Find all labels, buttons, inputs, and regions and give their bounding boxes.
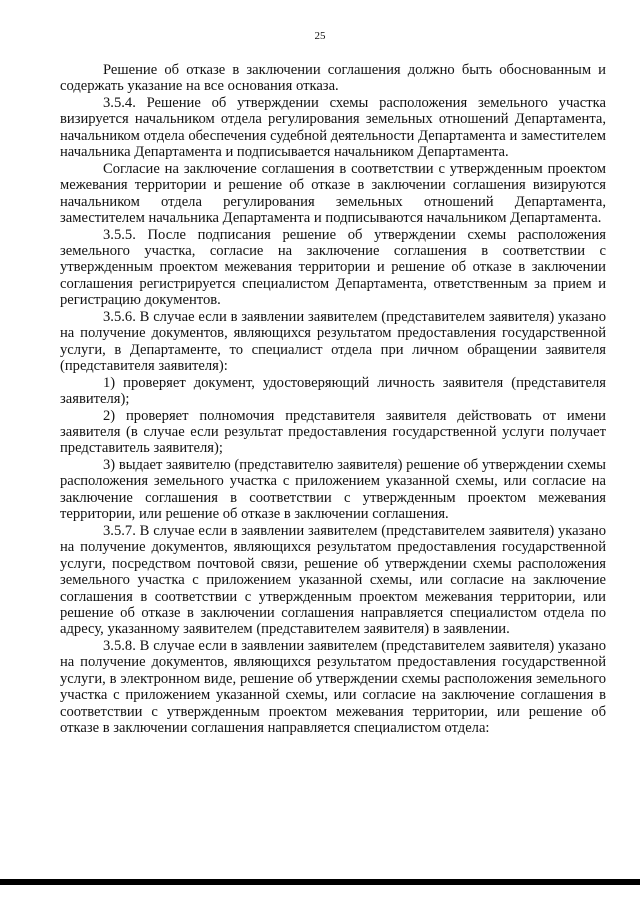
list-item-1: 1) проверяет документ, удостоверяющий личность заявителя (представителя заявителя); [60,374,606,408]
paragraph-3-5-8: 3.5.8. В случае если в заявлении заявителем (представителем заявителя) указано на получение документов, являющихся результатом предоставления государственной услуги, в электронном виде, решение об утверждении схемы расположения земельного участка с приложением указанной схемы, или согласие на заключение соглашения в соответствии с утвержденным проектом межевания территории, или решение об отказе в заключении соглашения направляется специалистом отдела: [60,637,606,737]
bottom-rule [0,879,640,885]
list-item-2: 2) проверяет полномочия представителя заявителя действовать от имени заявителя (в случае если результат предоставления государственной услуги получает представитель заявителя); [60,407,606,457]
paragraph-3-5-6: 3.5.6. В случае если в заявлении заявителем (представителем заявителя) указано на получение документов, являющихся результатом предоставления государственной услуги, в Департаменте, то специалист отдела при личном обращении заявителя (представителя заявителя): [60,308,606,375]
page-number: 25 [314,30,326,42]
list-item-3: 3) выдает заявителю (представителю заявителя) решение об утверждении схемы расположения земельного участка с приложением указанной схемы, или согласие на заключение соглашения в соответствии с утвержденным проектом межевания территории, или решение об отказе в заключении соглашения. [60,456,606,523]
paragraph-refusal-justification: Решение об отказе в заключении соглашения должно быть обоснованным и содержать указание на все основания отказа. [60,62,606,95]
paragraph-3-5-5: 3.5.5. После подписания решение об утверждении схемы расположения земельного участка, согласие на заключение соглашения в соответствии с утвержденным проектом межевания территории и решение об отказе в заключении соглашения регистрируется специалистом Департамента, ответственным за прием и регистрацию документов. [60,226,606,309]
paragraph-consent-approval: Согласие на заключение соглашения в соответствии с утвержденным проектом межевания территории и решение об отказе в заключении соглашения визируются начальником отдела регулирования земельных отношений Департамента, заместителем начальника Департамента и подписываются начальником Департамента. [60,160,606,227]
paragraph-3-5-7: 3.5.7. В случае если в заявлении заявителем (представителем заявителя) указано на получение документов, являющихся результатом предоставления государственной услуги, посредством почтовой связи, решение об утверждении схемы расположения земельного участка с приложением указанной схемы, или согласие на заключение соглашения в соответствии с утвержденным проектом межевания территории, или решение об отказе в заключении соглашения направляется специалистом отдела по адресу, указанному заявителем (представителем заявителя) в заявлении. [60,522,606,638]
document-body [60,62,606,737]
paragraph-3-5-4: 3.5.4. Решение об утверждении схемы расположения земельного участка визируется начальником отдела регулирования земельных отношений Департамента, начальником отдела обеспечения судебной деятельности Департамента и заместителем начальника Департамента и подписывается начальником Департамента. [60,94,606,161]
